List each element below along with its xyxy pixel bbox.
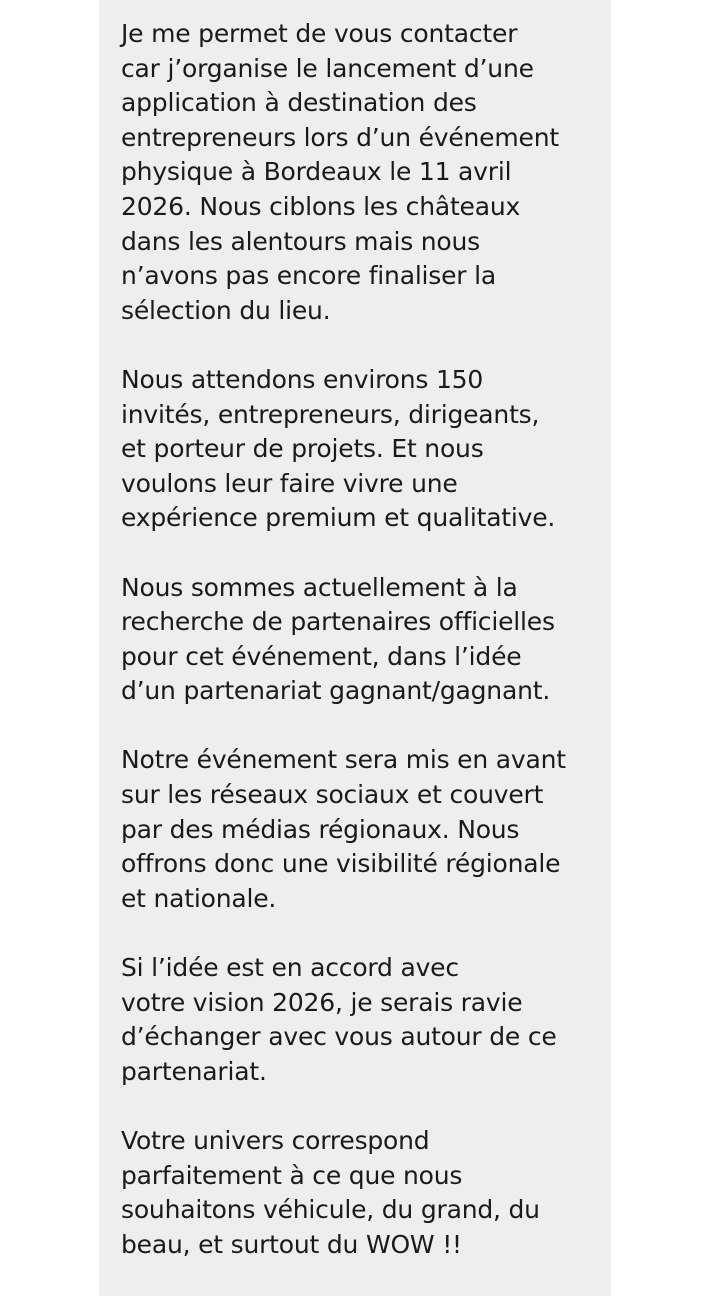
- message-line: car j’organise le lancement d’une: [121, 53, 534, 83]
- message-bubble: [99, 0, 611, 1296]
- message-line: Je me permet de vous contacter: [121, 19, 518, 48]
- message-paragraph: [121, 951, 589, 1089]
- message-line: Votre univers correspond: [121, 1126, 430, 1155]
- message-paragraph: [121, 363, 589, 536]
- message-line: pour cet événement, dans l’idée: [121, 641, 522, 671]
- message-line: beau, et surtout du WOW !!: [121, 1229, 462, 1259]
- message-line: par des médias régionaux. Nous: [121, 814, 520, 844]
- message-line: partenariat.: [121, 1056, 267, 1086]
- message-paragraph: [121, 743, 589, 916]
- message-line: recherche de partenaires officielles: [121, 607, 555, 637]
- message-paragraph: [121, 17, 589, 328]
- message-line: invités, entrepreneurs, dirigeants,: [121, 399, 540, 429]
- message-text: [121, 17, 589, 1262]
- message-line: 2026. Nous ciblons les châteaux: [121, 191, 521, 221]
- message-line: Nous attendons environs 150: [121, 364, 484, 394]
- message-line: physique à Bordeaux le 11 avril: [121, 157, 512, 187]
- message-line: d’un partenariat gagnant/gagnant.: [121, 676, 551, 706]
- message-line: sélection du lieu.: [121, 295, 331, 325]
- message-line: sur les réseaux sociaux et couvert: [121, 780, 544, 810]
- message-paragraph: [121, 1124, 589, 1262]
- message-line: application à destination des: [121, 88, 477, 118]
- message-line: offrons donc une visibilité régionale: [121, 849, 561, 879]
- message-line: entrepreneurs lors d’un événement: [121, 122, 559, 152]
- message-line: et porteur de projets. Et nous: [121, 434, 484, 464]
- message-line: et nationale.: [121, 883, 277, 913]
- message-line: Nous sommes actuellement à la: [121, 572, 518, 602]
- message-line: n’avons pas encore finaliser la: [121, 261, 497, 291]
- message-line: votre vision 2026, je serais ravie: [121, 987, 523, 1017]
- message-line: expérience premium et qualitative.: [121, 503, 556, 533]
- message-paragraph: [121, 571, 589, 709]
- message-line: voulons leur faire vivre une: [121, 468, 458, 498]
- message-line: Si l’idée est en accord avec: [121, 953, 459, 983]
- message-line: Notre événement sera mis en avant: [121, 745, 566, 775]
- message-line: parfaitement à ce que nous: [121, 1160, 463, 1190]
- message-line: dans les alentours mais nous: [121, 226, 480, 256]
- message-line: souhaitons véhicule, du grand, du: [121, 1195, 540, 1225]
- message-line: d’échanger avec vous autour de ce: [121, 1022, 557, 1052]
